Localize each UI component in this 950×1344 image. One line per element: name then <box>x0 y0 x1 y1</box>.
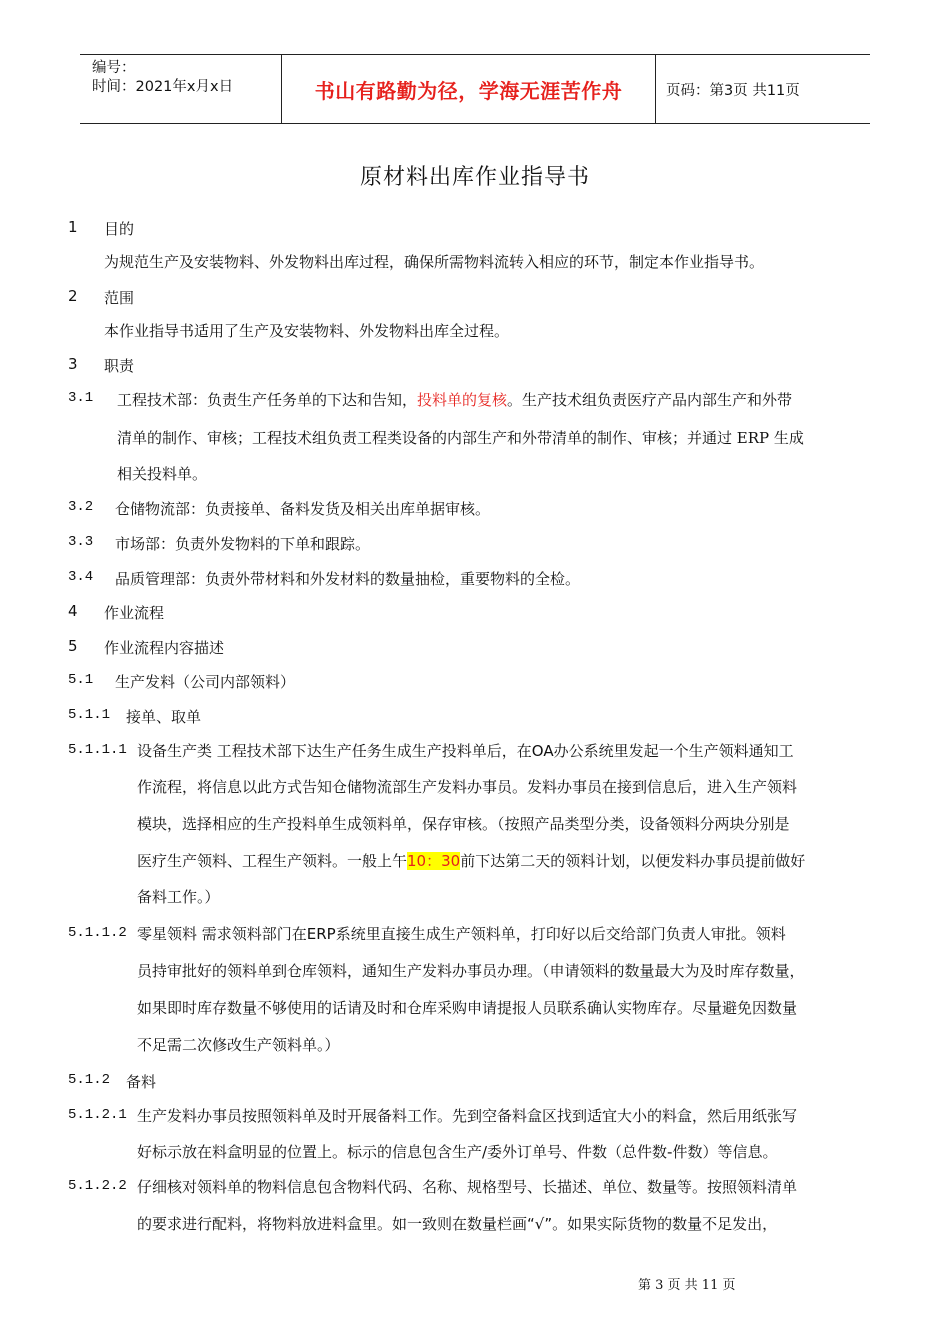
section-3-2-number: 3.2 <box>68 499 94 515</box>
section-5-title: 作业流程内容描述 <box>104 639 225 657</box>
section-5-number: 5 <box>68 637 78 655</box>
highlighted-time: 10：30 <box>407 852 461 870</box>
section-5-1-2-2-line-2: 的要求进行配料，将物料放进料盒里。如一致则在数量栏画“√”。如果实际货物的数量不足发出， <box>137 1215 778 1233</box>
section-5-1-2-1-number: 5.1.2.1 <box>68 1107 127 1123</box>
section-5-1-1-1-line-2: 作流程，将信息以此方式告知仓储物流部生产发料办事员。发料办事员在接到信息后，进入生产领料 <box>137 778 798 796</box>
section-4-title: 作业流程 <box>104 604 165 622</box>
header-motto: 书山有路勤为径，学海无涯苦作舟 <box>282 55 656 123</box>
section-3-2-text: 仓储物流部：负责接单、备料发货及相关出库单据审核。 <box>115 500 491 518</box>
section-5-1-1-1-line-4 <box>137 850 805 871</box>
doc-number-label: 编号： <box>92 60 136 76</box>
section-5-1-1-1-number: 5.1.1.1 <box>68 742 127 758</box>
section-4-number: 4 <box>68 602 78 620</box>
section-5-1-1-1-text-a: 医疗生产领料、工程生产领料。一般上午 <box>137 852 408 870</box>
section-2-title: 范围 <box>104 289 135 307</box>
section-5-1-1-2-number: 5.1.1.2 <box>68 925 127 941</box>
section-5-1-1-number: 5.1.1 <box>68 707 111 723</box>
section-5-1-number: 5.1 <box>68 672 94 688</box>
section-3-1-highlight-text: 投料单的复核 <box>417 391 508 409</box>
page-header <box>80 54 870 124</box>
document-title: 原材料出库作业指导书 <box>359 165 590 190</box>
section-1-title: 目的 <box>104 220 135 238</box>
doc-time-label: 时间：2021年x月x日 <box>92 79 234 95</box>
section-5-1-2-1-line-2: 好标示放在料盒明显的位置上。标示的信息包含生产/委外订单号、件数（总件数-件数）等信息。 <box>137 1143 778 1161</box>
section-3-4-text: 品质管理部：负责外带材料和外发材料的数量抽检，重要物料的全检。 <box>115 570 581 588</box>
footer-page-number: 第 3 页 共 11 页 <box>638 1278 736 1293</box>
section-5-1-2-1-line-1: 生产发料办事员按照领料单及时开展备料工作。先到空备料盒区找到适宜大小的料盒，然后用纸张写 <box>137 1107 798 1125</box>
section-5-1-1-1-line-5: 备料工作。） <box>137 888 220 906</box>
section-5-1-1-1-line-3: 模块，选择相应的生产投料单生成领料单，保存审核。（按照产品类型分类，设备领料分两块分别是 <box>137 815 790 833</box>
section-3-4-number: 3.4 <box>68 569 94 585</box>
section-3-1-number: 3.1 <box>68 390 94 406</box>
header-page-info: 页码：第3页 共11页 <box>666 82 800 99</box>
section-3-1-line-1 <box>117 389 792 410</box>
header-meta <box>80 55 282 123</box>
section-1-number: 1 <box>68 218 78 236</box>
section-2-text: 本作业指导书适用了生产及安装物料、外发物料出库全过程。 <box>104 322 510 340</box>
section-3-number: 3 <box>68 355 78 373</box>
section-5-1-1-2-line-1: 零星领料 需求领料部门在ERP系统里直接生成生产领料单，打印好以后交给部门负责人审批。领料 <box>137 925 786 943</box>
section-5-1-title: 生产发料（公司内部领料） <box>115 673 296 691</box>
section-3-title: 职责 <box>104 357 135 375</box>
section-3-1-text-a: 工程技术部：负责生产任务单的下达和告知， <box>117 391 418 409</box>
section-3-3-text: 市场部：负责外发物料的下单和跟踪。 <box>115 535 371 553</box>
section-5-1-1-1-text-b: 前下达第二天的领料计划，以便发料办事员提前做好 <box>460 852 806 870</box>
section-5-1-1-2-line-2: 员持审批好的领料单到仓库领料，通知生产发料办事员办理。（申请领料的数量最大为及时库存数量， <box>137 962 805 980</box>
section-2-number: 2 <box>68 287 78 305</box>
section-5-1-1-2-line-4: 不足需二次修改生产领料单。） <box>137 1036 340 1054</box>
section-5-1-1-title: 接单、取单 <box>126 708 202 726</box>
section-5-1-2-2-line-1: 仔细核对领料单的物料信息包含物料代码、名称、规格型号、长描述、单位、数量等。按照领料清单 <box>137 1178 798 1196</box>
section-5-1-1-1-line-1: 设备生产类 工程技术部下达生产任务生成生产投料单后，在OA办公系统里发起一个生产领料通知工 <box>137 742 794 760</box>
section-5-1-2-number: 5.1.2 <box>68 1072 111 1088</box>
section-1-text: 为规范生产及安装物料、外发物料出库过程，确保所需物料流转入相应的环节，制定本作业指导书。 <box>104 253 765 271</box>
section-5-1-2-title: 备料 <box>126 1073 157 1091</box>
section-3-1-line-2: 清单的制作、审核；工程技术组负责工程类设备的内部生产和外带清单的制作、审核；并通过 ERP 生成 <box>117 429 804 447</box>
section-3-1-text-b: 。生产技术组负责医疗产品内部生产和外带 <box>507 391 793 409</box>
section-3-3-number: 3.3 <box>68 534 94 550</box>
section-5-1-2-2-number: 5.1.2.2 <box>68 1178 127 1194</box>
section-3-1-line-3: 相关投料单。 <box>117 465 208 483</box>
section-5-1-1-2-line-3: 如果即时库存数量不够使用的话请及时和仓库采购申请提报人员联系确认实物库存。尽量避免因数量 <box>137 999 798 1017</box>
